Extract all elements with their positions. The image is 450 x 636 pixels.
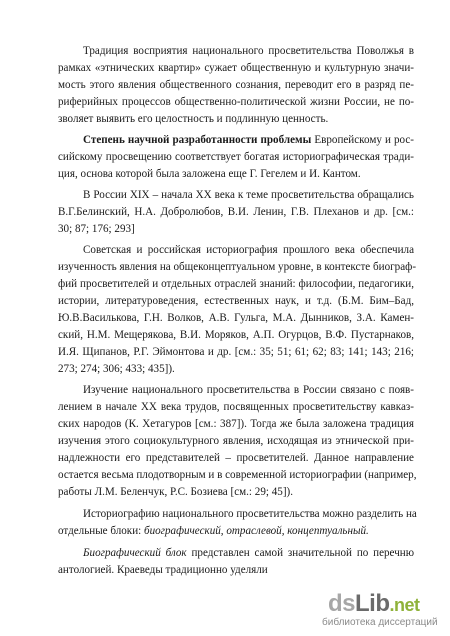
text-line: Изучение национального просветительства в России связано с появ- bbox=[83, 384, 414, 396]
section-heading: Степень научной разработанности проблемы bbox=[83, 134, 312, 146]
text-line: ский, Н.М. Мещерякова, В.И. Моряков, А.П. Огурцов, В.Ф. Пустарнаков, bbox=[58, 329, 414, 341]
logo-lib: Lib bbox=[355, 590, 390, 617]
text-line: И.Я. Щипанов, Р.Г. Эймонтова и др. [см.: 35; 51; 61; 62; 83; 141; 143; 216; bbox=[58, 346, 414, 358]
text-line: сийскому просвещению соответствует богатая историографическая тради- bbox=[58, 151, 414, 163]
text-line: изученность явления на общеконцептуальном уровне, в контексте биограф- bbox=[58, 261, 417, 273]
text-line: рамках «этнических квартир» сужает общественную и культурную значи- bbox=[58, 62, 414, 74]
text-line: В.Г.Белинский, Н.А. Добролюбов, В.И. Ленин, Г.В. Плеханов и др. [см.: bbox=[58, 206, 414, 218]
logo-net: .net bbox=[389, 595, 420, 615]
text-line: Традиция восприятия национального просветительства Поволжья в bbox=[83, 45, 414, 57]
logo-ds: ds bbox=[328, 590, 356, 617]
text-line: Историографию национального просветительства можно разделить на bbox=[83, 508, 417, 520]
text-line: Ю.В.Василькова, Г.Н. Волков, А.В. Гульга, М.А. Дынников, З.А. Камен- bbox=[58, 312, 414, 324]
watermark-logo[interactable] bbox=[318, 590, 446, 632]
text-line: зволяет выявить его целостность и подлинную ценность. bbox=[58, 113, 329, 125]
text-line bbox=[58, 524, 414, 538]
text-line: 30; 87; 176; 293] bbox=[58, 223, 135, 235]
text-line: изучения этого социокультурного явления, исходящая из этнической при- bbox=[58, 435, 414, 447]
text-line: антологией. Краеведы традиционно уделяли bbox=[58, 564, 268, 576]
text-span: отдельные блоки: bbox=[58, 525, 144, 537]
text-line: ских народов (К. Хетагуров [см.: 387]). Тогда же была заложена традиция bbox=[58, 418, 414, 430]
text-span: представлен самой значительной по перечню bbox=[186, 547, 415, 559]
site-logo bbox=[328, 590, 420, 618]
italic-text: биографический, отраслевой, концептуальный. bbox=[144, 525, 369, 537]
text-line bbox=[83, 546, 414, 560]
text-line: лением в начале XX века трудов, посвященных просветительству кавказ- bbox=[58, 401, 414, 413]
text-line bbox=[83, 133, 414, 147]
text-line: остается весьма плодотворным и в современной историографии (например, bbox=[58, 469, 417, 481]
text-line: фий просветителей и отдельных отраслей знаний: философии, педагогики, bbox=[58, 278, 414, 290]
text-line: работы Л.М. Беленчук, Р.С. Бозиева [см.: 29; 45]). bbox=[58, 486, 293, 498]
text-line: 273; 274; 306; 433; 435]). bbox=[58, 363, 175, 375]
text-line: В России XIX – начала XX века к теме просветительства обращались bbox=[83, 189, 414, 201]
text-line: истории, литературоведения, естественных наук, и т.д. (Б.М. Бим–Бад, bbox=[58, 295, 414, 307]
text-line: надлежности его представителей – просветителей. Данное направление bbox=[58, 452, 414, 464]
text-span: Европейскому и рос- bbox=[311, 134, 414, 146]
italic-term: Биографический блок bbox=[83, 547, 187, 559]
watermark-subtitle: библиотека диссертаций bbox=[322, 617, 438, 628]
text-line: Советская и российская историография прошлого века обеспечила bbox=[83, 244, 414, 256]
text-line: риферийных процессов общественно-политической жизни России, не по- bbox=[58, 96, 414, 108]
text-line: мость этого явления общественного сознания, переводит его в разряд пе- bbox=[58, 79, 414, 91]
text-line: ция, основа которой была заложена еще Г. Гегелем и И. Кантом. bbox=[58, 168, 361, 180]
